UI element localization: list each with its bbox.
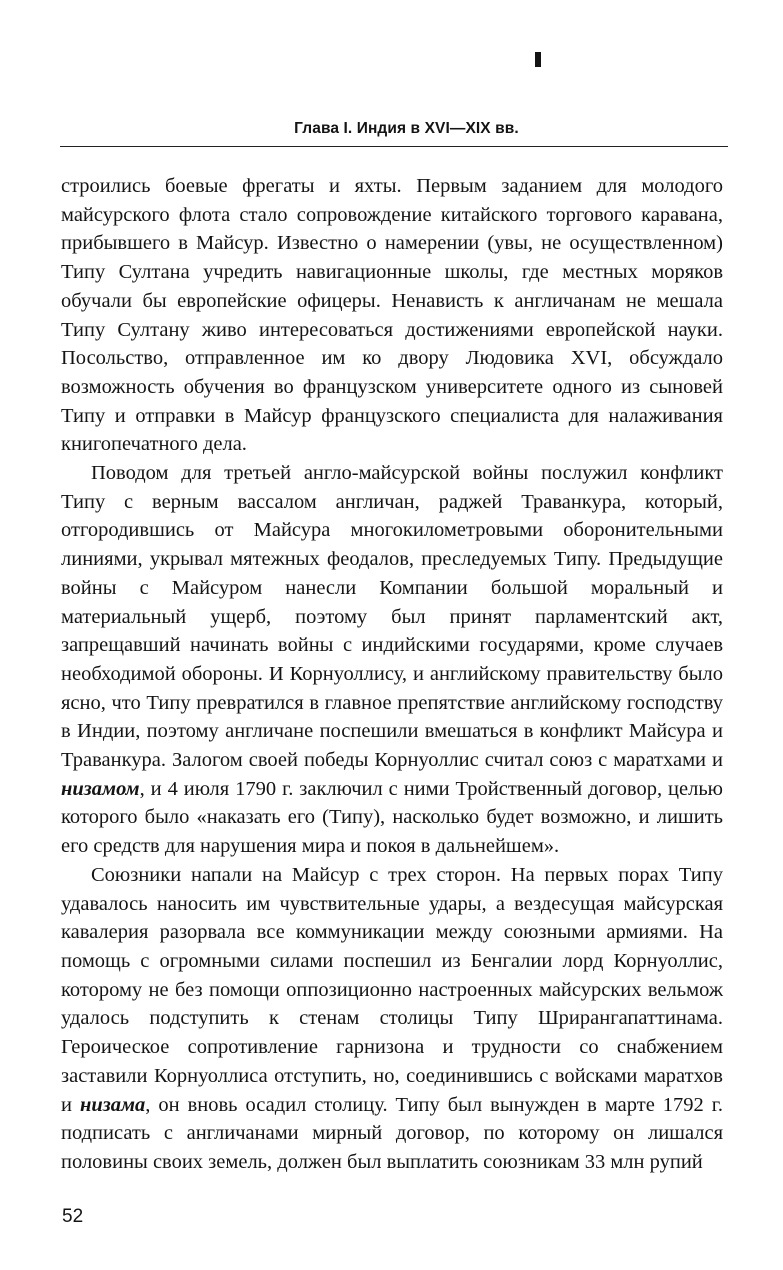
text-run: Союзники напали на Майсур с трех сторон. На первых порах Типу удавалось наносить им чувствительные удары, а вездесущая майсурская кавалерия разорвала все коммуникации между союзными армиями. На помощь с огромными силами поспешил из Бенгалии лорд Корнуоллис, которому не без помощи оппозиционно настроенных майсурских вельмож удалось подступить к стенам столицы Типу Шрирангапаттинама. Героическое сопротивление гарнизона и трудности со снабжением заставили Корнуоллиса отступить, но, соединившись с войсками маратхов и [61, 863, 723, 1116]
text-run: строились боевые фрегаты и яхты. Первым заданием для молодого майсурского флота стало сопровождение китайского торгового каравана, прибывшего в Майсур. Известно о намерении (увы, не осуществленном) Типу Султана учредить навигационные школы, где местных моряков обучали бы европейские офицеры. Ненависть к англичанам не мешала Типу Султану живо интересоваться достижениями европейской науки. Посольство, отправленное им ко двору Людовика XVI, обсуждало возможность обучения во французском университете одного из сыновей Типу и отправки в Майсур французского специалиста для налаживания книгопечатного дела. [61, 175, 723, 456]
body-text [61, 172, 723, 1177]
emphasis-term: низамом [61, 777, 140, 800]
header-divider [60, 146, 728, 147]
running-header: Глава I. Индия в XVI—XIX вв. [294, 120, 519, 137]
emphasis-term: низама [79, 1093, 146, 1116]
page-number: 52 [62, 1206, 84, 1227]
paragraph-2 [61, 459, 723, 861]
text-run: Поводом для третьей англо-майсурской войны послужил конфликт Типу с верным вассалом англичан, раджей Траванкура, который, отгородившись от Майсура многокилометровыми оборонительными линиями, укрывал мятежных феодалов, преследуемых Типу. Предыдущие войны с Майсуром нанесли Компании большой моральный и материальный ущерб, поэтому был принят парламентский акт, запрещавший начинать войны с индийскими государями, кроме случаев необходимой обороны. И Корнуоллису, и английскому правительству было ясно, что Типу превратился в главное препятствие английскому господству в Индии, поэтому англичане поспешили вмешаться в конфликт Майсура и Траванкура. Залогом своей победы Корнуоллис считал союз с маратхами и [61, 462, 723, 772]
text-run: , и 4 июля 1790 г. заключил с ними Тройственный договор, целью которого было «наказать его (Типу), насколько будет возможно, и лишить его средств для нарушения мира и покоя в дальнейшем». [61, 777, 723, 858]
paragraph-3 [61, 861, 723, 1177]
text-run: , он вновь осадил столицу. Типу был вынужден в марте 1792 г. подписать с англичанами мирный договор, по которому он лишался половины своих земель, должен был выплатить союзникам 33 млн рупий [61, 1093, 723, 1173]
paragraph-1 [61, 172, 723, 459]
page-edge-marker [535, 52, 541, 67]
